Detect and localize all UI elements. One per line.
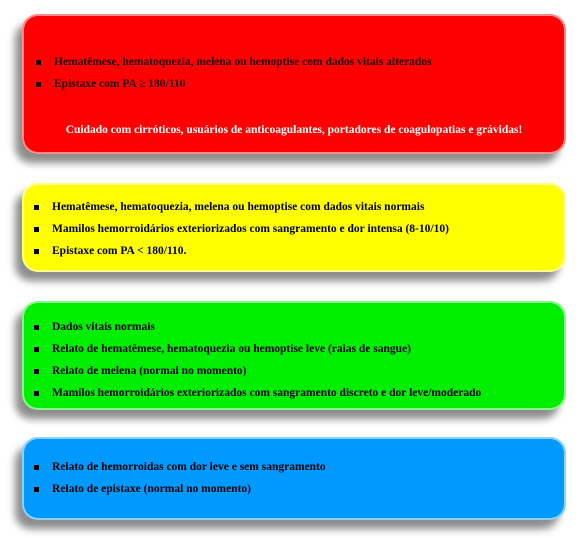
list-item-text: Hematêmese, hematoquezia, melena ou hemoptise com dados vitais alterados — [54, 56, 432, 68]
square-bullet-icon — [34, 227, 39, 232]
list-item-text: Relato de epistaxe (normal no momento) — [52, 483, 251, 495]
list-item-text: Hematêmese, hematoquezia, melena ou hemoptise com dados vitais normais — [52, 201, 425, 213]
square-bullet-icon — [34, 347, 39, 352]
yellow-priority-card — [22, 183, 566, 272]
list-item-text: Relato de hemorroidas com dor leve e sem sangramento — [52, 461, 326, 473]
square-bullet-icon — [34, 325, 39, 330]
list-item — [34, 343, 558, 356]
square-bullet-icon — [36, 60, 41, 65]
blue-priority-card — [22, 437, 566, 520]
list-item — [34, 365, 558, 378]
green-criteria-list — [34, 321, 558, 409]
list-item — [34, 387, 558, 400]
square-bullet-icon — [36, 82, 41, 87]
list-item-text: Relato de hematêmese, hematoquezia ou hemoptise leve (raias de sangue) — [52, 343, 411, 355]
list-item — [34, 321, 558, 334]
list-item-text: Epistaxe com PA ≥ 180/110 — [54, 78, 186, 90]
red-criteria-list — [36, 56, 558, 100]
square-bullet-icon — [34, 487, 39, 492]
list-item — [34, 483, 558, 496]
list-item — [36, 78, 558, 91]
square-bullet-icon — [34, 391, 39, 396]
list-item-text: Epistaxe com PA < 180/110. — [52, 245, 187, 257]
square-bullet-icon — [34, 205, 39, 210]
list-item-text: Mamilos hemorroidários exteriorizados com sangramento e dor intensa (8-10/10) — [52, 223, 449, 235]
square-bullet-icon — [34, 249, 39, 254]
list-item-text: Dados vitais normais — [52, 321, 155, 333]
list-item-text: Relato de melena (normal no momento) — [52, 365, 247, 377]
list-item-text: Mamilos hemorroidários exteriorizados com sangramento discreto e dor leve/moderado — [52, 387, 482, 399]
square-bullet-icon — [34, 369, 39, 374]
warning-note: Cuidado com cirróticos, usuários de anticoagulantes, portadores de coagulopatias e grávidas! — [65, 124, 523, 136]
list-item — [34, 245, 558, 258]
yellow-criteria-list — [34, 201, 558, 267]
list-item — [34, 223, 558, 236]
green-priority-card — [22, 301, 566, 410]
list-item — [34, 201, 558, 214]
blue-criteria-list — [34, 461, 558, 505]
red-priority-card — [22, 14, 566, 154]
list-item — [34, 461, 558, 474]
square-bullet-icon — [34, 465, 39, 470]
list-item — [36, 56, 558, 69]
